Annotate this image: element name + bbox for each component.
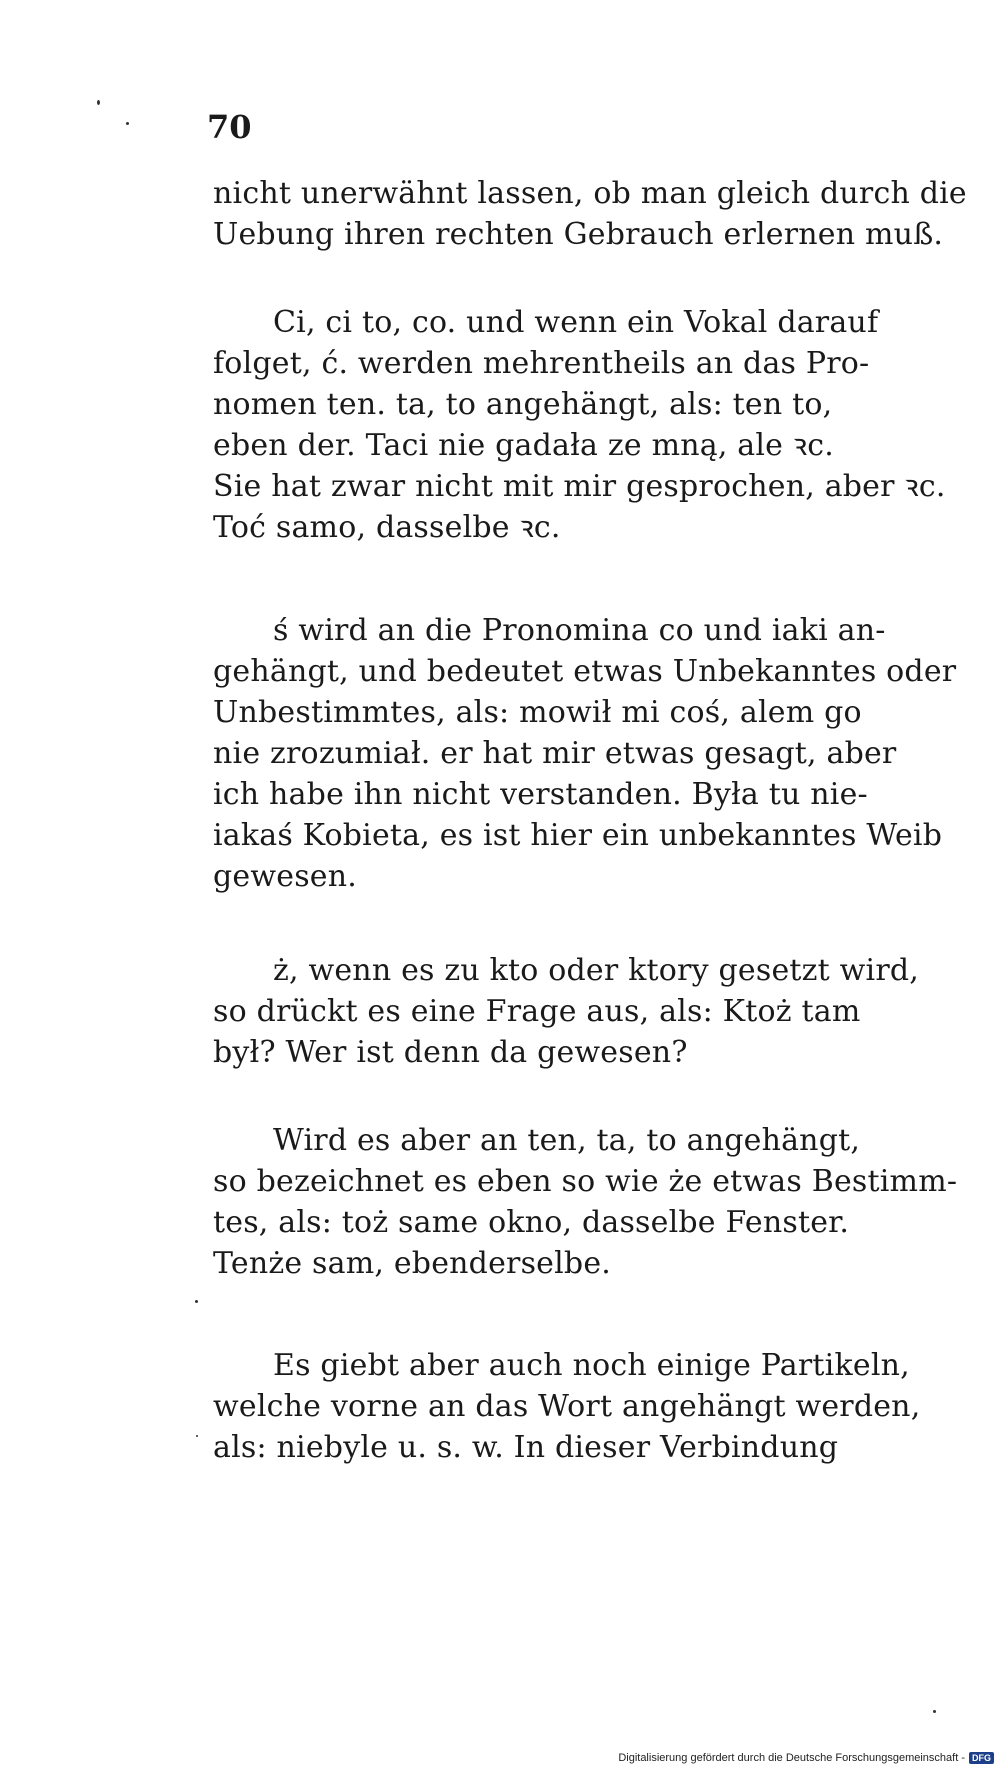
text-line: Ci, ci to, co. und wenn ein Vokal darauf: [273, 305, 879, 340]
digitization-footer: [618, 1752, 994, 1764]
text-line: nie zrozumiał. er hat mir etwas gesagt, aber: [213, 736, 897, 771]
scan-speck: [196, 1435, 198, 1437]
text-line: był? Wer ist denn da gewesen?: [213, 1035, 688, 1070]
page-number: 70: [207, 108, 252, 146]
text-line: so bezeichnet es eben so wie że etwas Bestimm-: [213, 1164, 958, 1199]
text-line: Unbestimmtes, als: mowił mi coś, alem go: [213, 695, 862, 730]
paragraph: [213, 302, 946, 548]
paragraph: [213, 1345, 925, 1468]
text-line: ich habe ihn nicht verstanden. Była tu nie-: [213, 777, 868, 812]
text-line: gewesen.: [213, 859, 357, 894]
paragraph: [213, 950, 925, 1073]
dfg-logo: DFG: [969, 1752, 994, 1764]
text-line: Es giebt aber auch noch einige Partikeln,: [273, 1348, 910, 1383]
text-line: eben der. Taci nie gadała ze mną, ale ꝛc.: [213, 428, 835, 463]
text-line: nicht unerwähnt lassen, ob man gleich durch die: [213, 176, 967, 211]
text-line: gehängt, und bedeutet etwas Unbekanntes oder: [213, 654, 957, 689]
text-line: ś wird an die Pronomina co und iaki an-: [273, 613, 886, 648]
text-line: nomen ten. ta, to angehängt, als: ten to,: [213, 387, 833, 422]
text-line: als: niebyle u. s. w. In dieser Verbindung: [213, 1430, 839, 1465]
text-line: Toć samo, dasselbe ꝛc.: [213, 510, 561, 545]
scan-speck: [126, 122, 129, 125]
text-line: so drückt es eine Frage aus, als: Ktoż tam: [213, 994, 861, 1029]
text-line: folget, ć. werden mehrentheils an das Pro-: [213, 346, 870, 381]
text-line: iakaś Kobieta, es ist hier ein unbekanntes Weib: [213, 818, 943, 853]
scan-speck: [97, 100, 100, 105]
paragraph: [213, 1120, 958, 1284]
text-line: Tenże sam, ebenderselbe.: [213, 1246, 612, 1281]
text-line: Sie hat zwar nicht mit mir gesprochen, aber ꝛc.: [213, 469, 946, 504]
scan-speck: [195, 1300, 198, 1303]
text-line: ż, wenn es zu kto oder ktory gesetzt wird,: [273, 953, 920, 988]
text-line: welche vorne an das Wort angehängt werden,: [213, 1389, 921, 1424]
text-line: Wird es aber an ten, ta, to angehängt,: [273, 1123, 861, 1158]
scan-speck: [933, 1710, 936, 1713]
text-line: Uebung ihren rechten Gebrauch erlernen muß.: [213, 217, 944, 252]
footer-text: Digitalisierung gefördert durch die Deutsche Forschungsgemeinschaft -: [618, 1752, 965, 1764]
paragraph: [213, 610, 957, 897]
paragraph: [213, 173, 967, 255]
text-line: tes, als: toż same okno, dasselbe Fenster.: [213, 1205, 850, 1240]
